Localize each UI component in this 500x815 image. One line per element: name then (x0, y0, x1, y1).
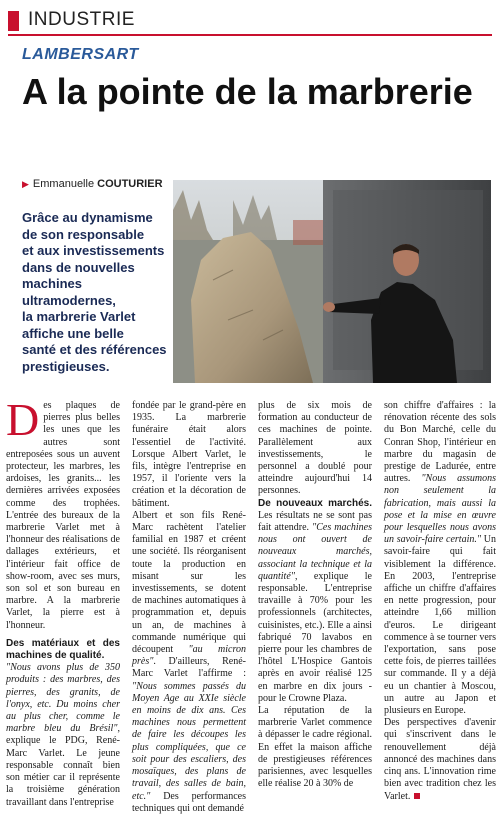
chapo-line: de son responsable (22, 226, 145, 242)
paragraph-text: Des performances techniques qui ont demandé (132, 790, 246, 814)
rubric-accent-bar (8, 11, 19, 31)
quote: "au micron près" (132, 644, 246, 668)
paragraph-text: son chiffre d'affaires : la rénovation récente des sols du Bon Marché, celle du Conran Shop, l'intérieur en marbre du magasin de prestige de Ladurée, entre autres. (384, 400, 496, 485)
column-2 (132, 400, 246, 815)
paragraph (6, 394, 120, 632)
author-last-name: COUTURIER (97, 178, 163, 190)
paragraph: plus de six mois de formation au conducteur de ces machines de pointe. Parallèlement aux investissements, le personnel a doublé pour atteindre aujourd'hui 14 personnes. (258, 400, 372, 497)
chapo-line: affiche une belle (22, 325, 124, 341)
subheading: Des matériaux et des machines de qualité. (6, 637, 120, 662)
quote: "Ces machines nous ont ouvert de nouveaux marchés, associant la technique et la quantité" (258, 522, 372, 582)
chapo-line: santé et des références (22, 342, 167, 357)
paragraph-text: es plaques de pierres plus belles les unes que les autres sont entreposées sous un auvent protecteur, les marbres, les ardoises, les granits... les dernières arrivées exposées comme des trophées. L'entrée des bureaux de la marbrerie Varlet met à l'honneur des réalisations de dallages extérieurs, et l'intérieur fait office de show-room, avec ses murs, son sol et son bureau en marbre. A la marbrerie Varlet, la pierre est à l'honneur. (6, 400, 120, 631)
paragraph: La réputation de la marbrerie Varlet commence à dépasser le cadre régional. En effet la maison affiche de prestigieuses références parisiennes, avec lesquelles elle réalise 20 à 30% de (258, 705, 372, 790)
paragraph-text: Albert et son fils René-Marc rachètent l'atelier familial en 1987 et créent une société. Ils réorganisent toute la production en misant sur les investissements, se dotent de machines automatiques à programmation et, depuis un an, de machines à commande numérique qui découpent (132, 509, 246, 656)
chapo-line: dans de nouvelles (22, 259, 135, 275)
triangle-bullet-icon: ▶ (22, 179, 29, 189)
rubric-label: INDUSTRIE (28, 9, 135, 30)
place-kicker: LAMBERSART (22, 46, 139, 63)
byline (22, 178, 163, 190)
paragraph-text: Les résultats ne se sont pas fait attendre. (258, 509, 372, 534)
author-first-name: Emmanuelle (32, 178, 95, 190)
column-1 (6, 394, 120, 809)
column-4 (384, 400, 496, 803)
chapo-line: prestigieuses. (22, 358, 110, 374)
article-body (6, 394, 496, 814)
end-of-article-mark-icon (414, 793, 420, 799)
paragraph-text: Un savoir-faire qui fait visiblement la différence. En 2003, l'entreprise affiche un chiffre d'affaires en nette progression, pour atteindre 1,66 million d'euros. Le dirigeant commence à se tourner vers l'exportation, sans pose cette fois, de pierres taillées sur commande. Il y a déjà eu un chantier à Moscou, un autre au Japon et plusieurs en Europe. (384, 534, 496, 717)
paragraph (384, 717, 496, 802)
quote: "Nous avons plus de 350 produits : des marbres, des pierres, des granits, de l'onyx, etc. Du moins cher au plus cher, comme le marbre bleu du Brésil" (6, 662, 120, 735)
paragraph-text: , explique le PDG, René-Marc Varlet. Le jeune responsable connaît bien son métier car il représente la troisième génération travaillant dans l'entreprise (6, 723, 120, 808)
subheading: De nouveaux marchés. (258, 497, 372, 509)
dropcap: D (6, 394, 40, 445)
stone-block-photo-icon (173, 180, 491, 383)
paragraph (258, 498, 372, 705)
headline: A la pointe de la marbrerie (22, 71, 473, 112)
chapo-line: Grâce au dynamisme (22, 210, 153, 225)
paragraph (384, 400, 496, 717)
paragraph (132, 510, 246, 815)
paragraph: fondée par le grand-père en 1935. La marbrerie funéraire était alors l'essentiel de l'activité. Lorsque Albert Varlet, le fils, intègre l'entreprise en 1957, il l'oriente vers la création et la décoration de bâtiment. (132, 400, 246, 509)
chapo-line: et aux investissements (22, 243, 165, 258)
quote: "Nous sommes passés du Moyen Age au XXIe siècle en moins de dix ans. Ces machines nous permettent de faire les découpes les plus compliquées, que ce soit pour des escaliers, des mosaïques, des plans de travail, des salles de bain, etc." (132, 680, 246, 802)
paragraph (6, 662, 120, 808)
chapo-line: la marbrerie Varlet (22, 309, 136, 324)
chapo-line: machines (22, 276, 82, 291)
section-rubric (8, 8, 492, 36)
paragraph-text: Des perspectives d'avenir qui s'inscrivent dans le renouvellement déjà annoncé des machines dans cinq ans. L'innovation rime bien avec tradition chez les Varlet. (384, 717, 496, 802)
paragraph-text: . D'ailleurs, René-Marc Varlet l'affirme : (132, 656, 246, 680)
quote: "Nous assumons non seulement la fabrication, mais aussi la pose et la mise en œuvre pour lesquelles nous avons un savoir-faire certain." (384, 473, 496, 546)
article-photo (173, 180, 491, 383)
chapo (22, 210, 192, 375)
column-3 (258, 400, 372, 791)
paragraph-text: , explique le responsable. L'entreprise travaille à 70% pour les professionnels (architectes, cuisinistes, etc.). Elle a ainsi fabriqué 70 lavabos en pierre pour les chambres de l'hôtel L'Hospice Gantois après en avoir réalisé 125 en marbre en dix jours - pour le Crowne Plaza. (258, 570, 372, 704)
chapo-line: ultramodernes, (22, 292, 116, 308)
